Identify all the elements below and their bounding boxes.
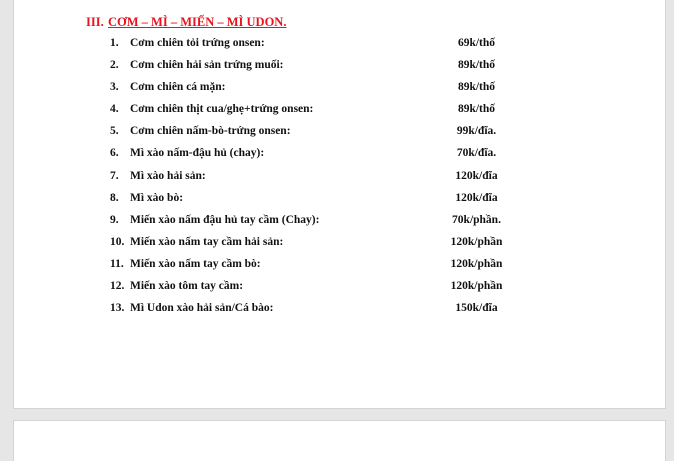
item-name: Cơm chiên tỏi trứng onsen: [130,37,265,49]
list-item [14,258,665,280]
item-name: Mì xào nấm-đậu hủ (chay): [130,147,265,160]
item-price: 150k/đĩa [455,302,498,315]
item-name: Cơm chiên nấm-bò-trứng onsen: [130,125,291,138]
list-item [14,236,665,258]
item-price: 120k/phần [450,257,503,270]
item-price: 89k/thố [457,103,496,116]
item-price: 120k/phần [450,280,503,293]
item-index: 7. [110,169,119,182]
item-index: 3. [110,81,119,94]
item-price: 89k/thố [457,59,496,72]
section-number: III. [86,15,104,29]
item-index: 6. [110,147,119,160]
list-item [14,170,665,192]
menu-list [14,37,665,324]
item-index: 1. [110,37,119,49]
item-price: 70k/phần. [452,213,501,226]
item-name: Miến xào nấm tay cầm bò: [130,257,261,270]
section-title: CƠM – MÌ – MIẾN – MÌ UDON. [108,15,287,29]
list-item [14,280,665,302]
item-index: 8. [110,191,119,204]
document-page-next [14,421,665,461]
list-item [14,59,665,81]
item-name: Miến xào nấm đậu hủ tay cầm (Chay): [130,213,320,226]
list-item [14,37,665,59]
item-price: 99k/đĩa. [456,125,497,138]
item-index: 5. [110,125,119,138]
item-name: Cơm chiên hải sản trứng muối: [130,59,284,72]
item-price: 89k/thố [457,81,496,94]
item-name: Miến xào nấm tay cầm hải sản: [130,235,284,248]
item-name: Mì Udon xào hải sản/Cá bào: [130,302,274,315]
list-item [14,214,665,236]
item-name: Miến xào tôm tay cầm: [130,280,244,293]
item-index: 12. [110,280,125,293]
list-item [14,147,665,169]
item-price: 120k/phần [450,235,503,248]
item-price: 70k/đĩa. [456,147,497,160]
list-item [14,81,665,103]
item-price: 69k/thố [457,37,496,49]
list-item [14,125,665,147]
item-index: 11. [110,257,124,270]
item-index: 13. [110,302,125,315]
section-heading [86,15,286,30]
item-price: 120k/đĩa [455,191,498,204]
list-item [14,302,665,324]
list-item [14,192,665,214]
item-name: Cơm chiên cá mặn: [130,81,226,94]
item-price: 120k/đĩa [455,169,498,182]
item-name: Mì xào hải sản: [130,169,206,182]
item-name: Cơm chiên thịt cua/ghẹ+trứng onsen: [130,103,314,116]
item-name: Mì xào bò: [130,191,184,204]
list-item [14,103,665,125]
item-index: 2. [110,59,119,72]
item-index: 4. [110,103,119,116]
document-page [14,0,665,408]
item-index: 10. [110,235,125,248]
item-index: 9. [110,213,119,226]
